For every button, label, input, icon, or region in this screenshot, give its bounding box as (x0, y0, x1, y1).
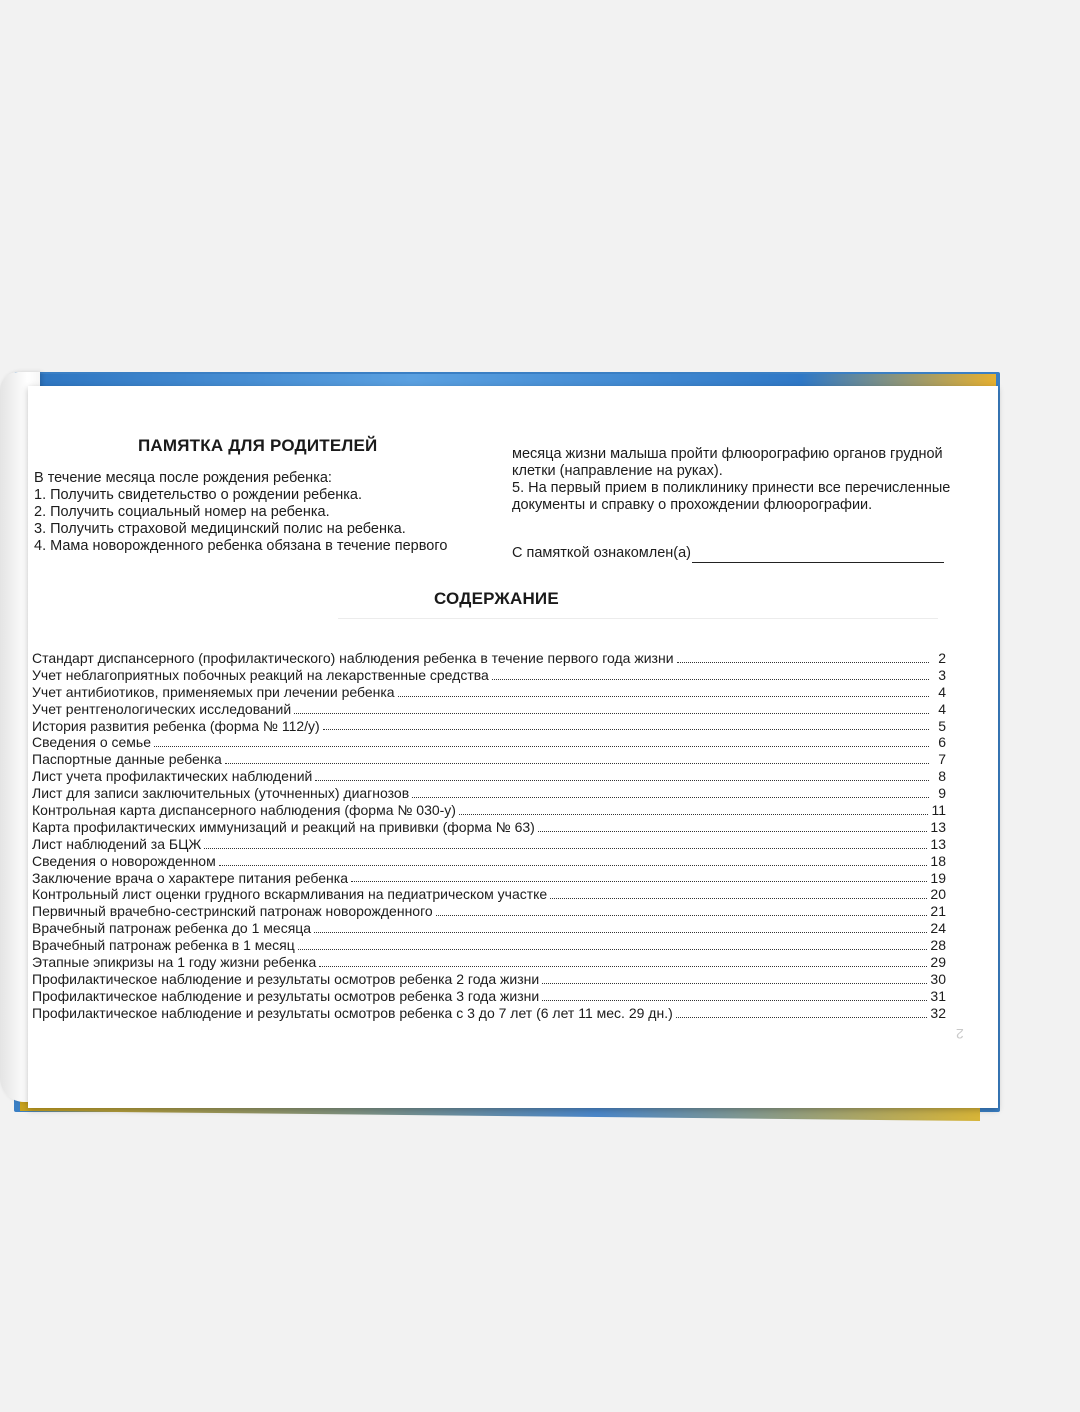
toc-leader-dots (542, 1000, 927, 1001)
toc-entry-page: 20 (930, 886, 946, 903)
toc-entry (32, 802, 946, 819)
toc-entry-page: 2 (938, 650, 946, 666)
toc-entry (32, 870, 946, 887)
toc-entry-title: Этапные эпикризы на 1 году жизни ребенка (32, 954, 317, 971)
toc-entry (32, 667, 946, 684)
toc-entry-page: 3 (938, 666, 946, 683)
toc-entry (32, 1005, 946, 1022)
toc-entry-title: Сведения о новорожденном (32, 852, 216, 869)
toc-entry (32, 971, 946, 988)
toc-entry-page: 6 (938, 734, 946, 751)
toc-entry (32, 920, 946, 937)
toc-leader-dots (319, 966, 927, 967)
toc-leader-dots (677, 662, 929, 663)
toc-leader-dots (542, 983, 927, 984)
toc-leader-dots (459, 814, 928, 815)
toc-entry-title: Заключение врача о характере питания ребенка (32, 869, 349, 886)
toc-leader-dots (398, 696, 929, 697)
toc-leader-dots (436, 915, 928, 916)
toc-leader-dots (351, 881, 927, 882)
toc-entry (32, 853, 946, 870)
memo-title: ПАМЯТКА ДЛЯ РОДИТЕЛЕЙ (138, 436, 378, 455)
toc-entry-title: Учет антибиотиков, применяемых при лечении ребенка (32, 683, 395, 700)
toc-leader-dots (412, 797, 929, 798)
memo-line: месяца жизни малыша пройти флюорографию органов грудной (512, 446, 943, 462)
toc-entry-title: Карта профилактических иммунизаций и реакций на прививки (форма № 63) (32, 818, 535, 835)
toc-entry-title: Врачебный патронаж ребенка в 1 месяц (32, 937, 295, 954)
toc-entry-title: Стандарт диспансерного (профилактического) наблюдения ребенка в течение первого года жизни (32, 650, 674, 666)
contents-title: СОДЕРЖАНИЕ (434, 589, 559, 608)
toc-entry (32, 650, 946, 667)
page-number: 2 (956, 1026, 964, 1042)
toc-entry-page: 32 (930, 1004, 946, 1021)
toc-entry-page: 4 (938, 700, 946, 717)
toc-leader-dots (154, 746, 929, 747)
toc-entry-title: Сведения о семье (32, 734, 152, 751)
toc-entry-title: Профилактическое наблюдение и результаты осмотров ребенка 2 года жизни (32, 970, 540, 987)
toc-entry-title: Профилактическое наблюдение и результаты осмотров ребенка 3 года жизни (32, 987, 540, 1004)
toc-entry-page: 30 (930, 970, 946, 987)
memo-line: В течение месяца после рождения ребенка: (34, 470, 332, 486)
acknowledged-label: С памяткой ознакомлен(а) (512, 545, 691, 561)
booklet (0, 362, 1000, 1122)
toc-leader-dots (294, 713, 929, 714)
toc-entry-page: 28 (930, 937, 946, 954)
toc-leader-dots (219, 865, 928, 866)
memo-line: клетки (направление на руках). (512, 463, 723, 479)
toc-leader-dots (492, 679, 929, 680)
toc-leader-dots (298, 949, 928, 950)
toc-entry (32, 701, 946, 718)
toc-entry-page: 29 (930, 954, 946, 971)
toc-entry-page: 13 (930, 818, 946, 835)
toc-entry-page: 19 (930, 869, 946, 886)
toc-leader-dots (315, 780, 929, 781)
toc-entry (32, 751, 946, 768)
toc-entry-page: 24 (930, 920, 946, 937)
toc-entry (32, 886, 946, 903)
memo-line: 1. Получить свидетельство о рождении ребенка. (34, 487, 363, 503)
toc-entry-title: Паспортные данные ребенка (32, 751, 222, 768)
toc-entry-title: Врачебный патронаж ребенка до 1 месяца (32, 920, 312, 937)
toc-entry-page: 7 (938, 751, 946, 768)
toc-entry (32, 734, 946, 751)
memo-line: 5. На первый прием в поликлинику принести все перечисленные (512, 480, 951, 496)
toc-entry (32, 836, 946, 853)
toc-entry-page: 21 (930, 903, 946, 920)
toc-entry (32, 988, 946, 1005)
toc-leader-dots (225, 763, 929, 764)
toc-entry-title: Лист для записи заключительных (уточненных) диагнозов (32, 785, 410, 802)
toc-entry-page: 9 (938, 785, 946, 802)
toc-entry-title: Лист учета профилактических наблюдений (32, 768, 313, 785)
toc-entry-page: 5 (938, 717, 946, 734)
toc-entry (32, 785, 946, 802)
toc-leader-dots (676, 1017, 928, 1018)
toc-entry (32, 819, 946, 836)
toc-entry (32, 903, 946, 920)
toc-entry-page: 31 (930, 987, 946, 1004)
toc-leader-dots (314, 932, 927, 933)
memo-line: 3. Получить страховой медицинский полис на ребенка. (34, 521, 406, 537)
toc-leader-dots (204, 848, 927, 849)
signature-line[interactable] (692, 562, 944, 563)
toc-leader-dots (550, 898, 927, 899)
toc-entry (32, 718, 946, 735)
toc-leader-dots (323, 729, 929, 730)
table-of-contents (32, 650, 946, 1022)
toc-entry-title: Профилактическое наблюдение и результаты осмотров ребенка с 3 до 7 лет (6 лет 11 мес. 29 дн.) (32, 1004, 673, 1021)
toc-entry-title: Контрольный лист оценки грудного вскармливания на педиатрическом участке (32, 886, 548, 903)
toc-entry-page: 11 (931, 802, 946, 819)
toc-entry-title: Лист наблюдений за БЦЖ (32, 835, 202, 852)
toc-entry (32, 684, 946, 701)
memo-line: 2. Получить социальный номер на ребенка. (34, 504, 330, 520)
memo-line: документы и справку о прохождении флюорографии. (512, 497, 873, 513)
toc-entry (32, 768, 946, 785)
toc-entry-title: Контрольная карта диспансерного наблюдения (форма № 030-у) (32, 802, 456, 819)
toc-leader-dots (538, 831, 928, 832)
toc-entry-title: История развития ребенка (форма № 112/у) (32, 717, 320, 734)
toc-entry-page: 13 (930, 835, 946, 852)
toc-entry-page: 18 (930, 852, 946, 869)
toc-entry-page: 4 (938, 683, 946, 700)
toc-entry-title: Первичный врачебно-сестринский патронаж новорожденного (32, 903, 433, 920)
toc-entry-title: Учет рентгенологических исследований (32, 700, 292, 717)
memo-line: 4. Мама новорожденного ребенка обязана в течение первого (34, 538, 448, 554)
toc-entry (32, 937, 946, 954)
toc-entry (32, 954, 946, 971)
document-page (28, 386, 998, 1108)
toc-entry-page: 8 (938, 768, 946, 785)
toc-entry-title: Учет неблагоприятных побочных реакций на лекарственные средства (32, 666, 489, 683)
